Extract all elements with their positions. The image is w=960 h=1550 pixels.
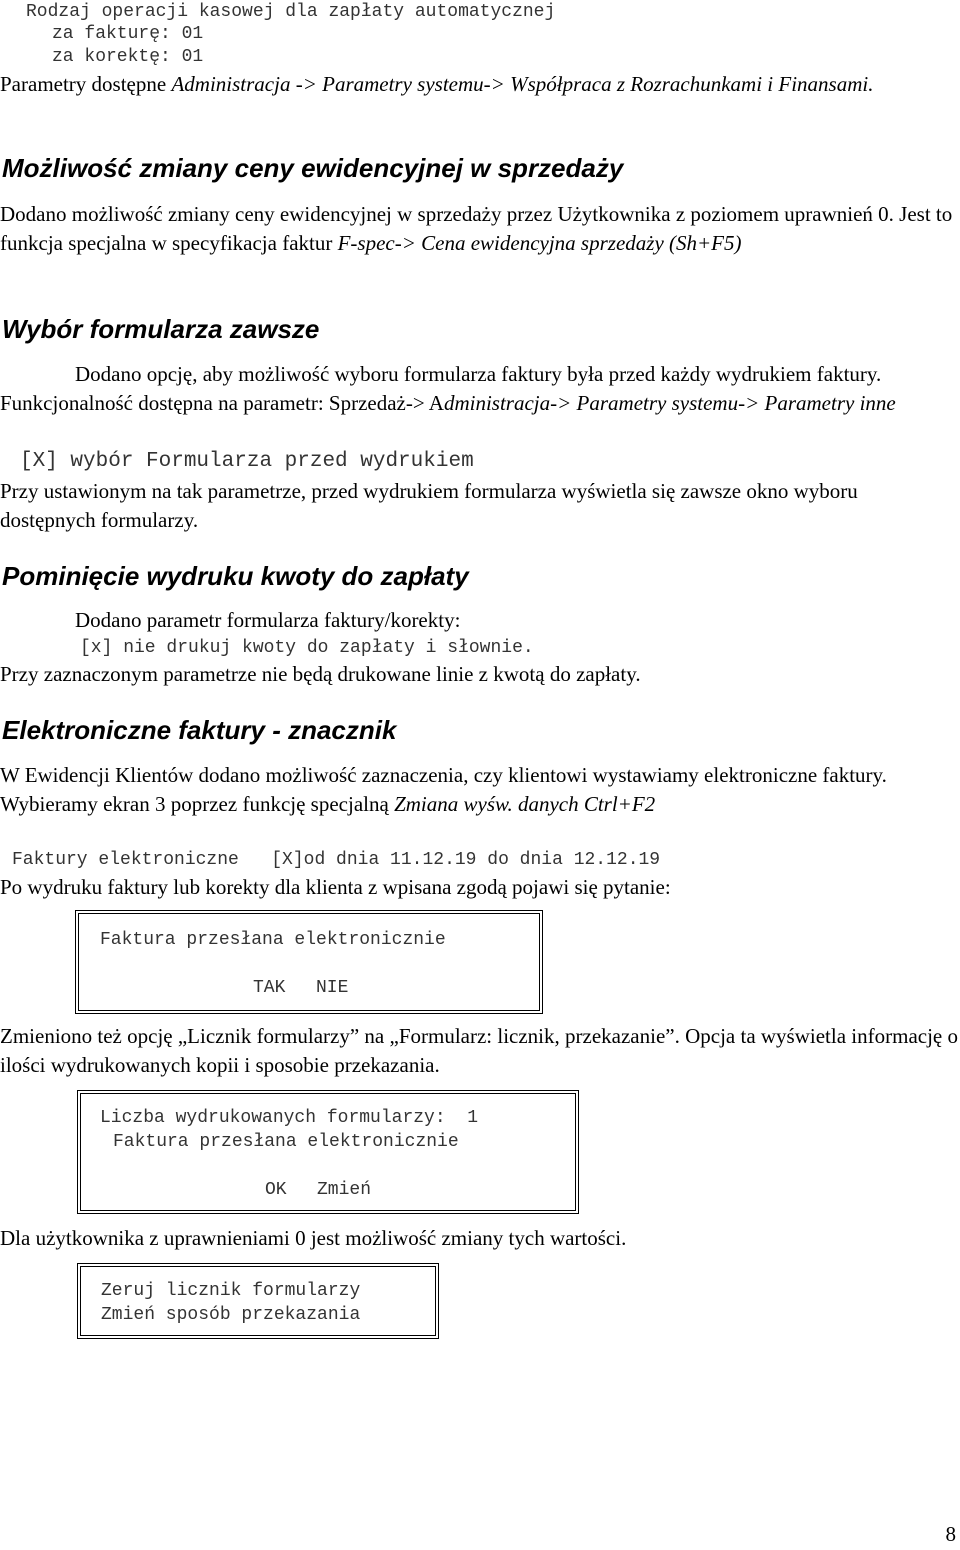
change-button[interactable]: Zmień <box>317 1180 372 1200</box>
permissions-paragraph: Dla użytkownika z uprawnieniami 0 jest możliwość zmiany tych wartości. <box>0 1226 627 1250</box>
ok-button[interactable]: OK <box>265 1180 287 1200</box>
counter-option-paragraph: Zmieniono też opcję „Licznik formularzy” na „Formularz: licznik, przekazanie”. Opcja ta wyświetla informację o ilości wydrukowanych kopii i sposobie przekazania. <box>0 1024 958 1077</box>
price-change-paragraph <box>0 200 958 258</box>
e-invoices-paragraph <box>0 761 958 819</box>
skip-amount-explanation: Przy zaznaczonym parametrze nie będą drukowane linie z kwotą do zapłaty. <box>0 662 641 686</box>
heading-price-change: Możliwość zmiany ceny ewidencyjnej w sprzedaży <box>2 153 624 183</box>
e-invoice-dialog-text: Faktura przesłana elektronicznie <box>100 930 446 950</box>
heading-skip-amount: Pominięcie wydruku kwoty do zapłaty <box>2 561 469 591</box>
parameters-prefix: Parametry dostępne <box>0 72 172 96</box>
e-invoices-question-intro: Po wydruku faktury lub korekty dla klienta z wpisana zgodą pojawi się pytanie: <box>0 875 671 899</box>
e-invoices-text: W Ewidencji Klientów dodano możliwość zaznaczenia, czy klientowi wystawiamy elektroniczne faktury. Wybieramy ekran 3 poprzez funkcję specjalną <box>0 763 887 816</box>
price-change-text: Dodano możliwość zmiany ceny ewidencyjnej w sprzedaży przez Użytkownika z poziomem uprawnień 0. Jest to funkcja specjalna w specyfikacja faktur <box>0 202 953 255</box>
no-button[interactable]: NIE <box>316 978 349 998</box>
e-invoice-dialog <box>75 910 543 1014</box>
parameters-paragraph <box>0 70 958 99</box>
skip-amount-option: [x] nie drukuj kwoty do zapłaty i słownie. <box>80 638 534 658</box>
form-choice-paragraph <box>0 360 958 418</box>
page-number: 8 <box>945 1522 956 1546</box>
transfer-method-text: Faktura przesłana elektronicznie <box>113 1132 459 1152</box>
reset-counter-option[interactable]: Zeruj licznik formularzy <box>101 1281 361 1301</box>
form-choice-text: Dodano opcję, aby możliwość wyboru formularza faktury była przed każdy wydrukiem faktury. Funkcjonalność dostępna na parametr: Sprzedaż-> A <box>0 362 882 415</box>
e-invoices-function: Zmiana wyśw. danych Ctrl+F2 <box>394 792 656 816</box>
e-invoices-setting: Faktury elektroniczne [X]od dnia 11.12.19 do dnia 12.12.19 <box>12 850 661 870</box>
skip-amount-paragraph: Dodano parametr formularza faktury/korekty: <box>75 608 461 632</box>
form-choice-option: [X] wybór Formularza przed wydrukiem <box>20 450 474 473</box>
counter-actions-menu <box>77 1263 439 1339</box>
printed-copies-count: Liczba wydrukowanych formularzy: 1 <box>100 1108 479 1128</box>
form-choice-param-path: dministracja-> Parametry systemu-> Parametry inne <box>443 391 896 415</box>
cash-operation-type-line: Rodzaj operacji kasowej dla zapłaty automatycznej <box>26 2 556 22</box>
invoice-code-line: za fakturę: 01 <box>52 24 204 44</box>
form-counter-dialog <box>77 1090 579 1214</box>
price-change-function-path: F-spec-> Cena ewidencyjna sprzedaży (Sh+F5) <box>337 231 742 255</box>
yes-button[interactable]: TAK <box>253 978 286 998</box>
correction-code-line: za korektę: 01 <box>52 47 204 67</box>
change-transfer-option[interactable]: Zmień sposób przekazania <box>101 1305 361 1325</box>
heading-form-choice: Wybór formularza zawsze <box>2 314 320 344</box>
parameters-path: Administracja -> Parametry systemu-> Współpraca z Rozrachunkami i Finansami. <box>171 72 874 96</box>
form-choice-explanation: Przy ustawionym na tak parametrze, przed wydrukiem formularza wyświetla się zawsze okno wyboru dostępnych formularzy. <box>0 479 858 532</box>
heading-e-invoices: Elektroniczne faktury - znacznik <box>2 715 397 745</box>
